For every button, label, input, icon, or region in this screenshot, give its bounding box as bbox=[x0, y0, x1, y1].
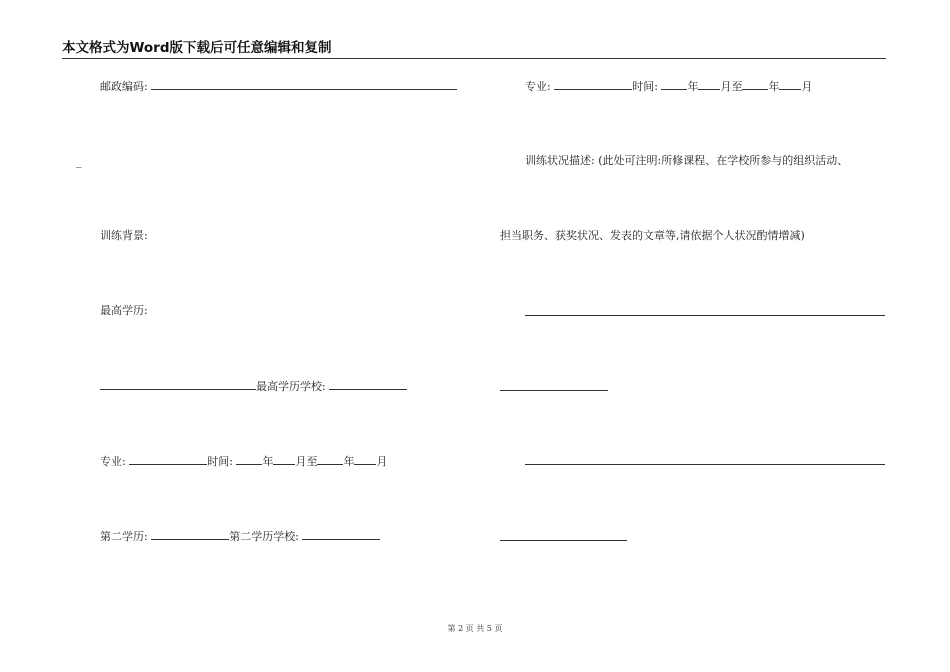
right-year-1: 年 bbox=[687, 80, 699, 93]
second-education-field[interactable] bbox=[151, 529, 229, 540]
left-end-year-field[interactable] bbox=[317, 454, 343, 465]
left-start-year-field[interactable] bbox=[236, 454, 262, 465]
right-month-2: 月 bbox=[801, 80, 813, 93]
description-line-3[interactable] bbox=[525, 464, 885, 465]
highest-school-row bbox=[100, 379, 407, 394]
right-end-month-field[interactable] bbox=[779, 79, 801, 90]
left-major-row bbox=[100, 454, 387, 469]
right-year-2: 年 bbox=[768, 80, 780, 93]
left-to: 至 bbox=[306, 455, 318, 468]
postal-code-row bbox=[100, 79, 457, 94]
left-year-2: 年 bbox=[343, 455, 355, 468]
right-end-year-field[interactable] bbox=[742, 79, 768, 90]
left-start-month-field[interactable] bbox=[273, 454, 295, 465]
training-description-label: 训练状况描述: bbox=[525, 154, 595, 167]
second-education-label: 第二学历: bbox=[100, 530, 148, 543]
second-school-field[interactable] bbox=[302, 529, 380, 540]
postal-code-label: 邮政编码: bbox=[100, 80, 148, 93]
left-major-field[interactable] bbox=[129, 454, 207, 465]
left-major-label: 专业: bbox=[100, 455, 126, 468]
postal-code-field[interactable] bbox=[151, 79, 457, 90]
page-header bbox=[62, 36, 886, 59]
highest-education-label: 最高学历: bbox=[100, 304, 148, 317]
left-month-2: 月 bbox=[376, 455, 388, 468]
header-title: 本文格式为Word版下载后可任意编辑和复制 bbox=[62, 40, 332, 56]
training-background-label: 训练背景: bbox=[100, 229, 148, 242]
stray-dash: _ bbox=[76, 155, 82, 168]
right-to: 至 bbox=[731, 80, 743, 93]
second-education-row bbox=[100, 529, 380, 544]
left-time-label: 时间: bbox=[207, 455, 233, 468]
description-line-1[interactable] bbox=[525, 315, 885, 316]
highest-school-field[interactable] bbox=[329, 379, 407, 390]
right-time-label: 时间: bbox=[632, 80, 658, 93]
left-year-1: 年 bbox=[262, 455, 274, 468]
training-description-note-2: 担当职务、获奖状况、发表的文章等,请依据个人状况酌情增减) bbox=[500, 229, 805, 242]
description-line-2[interactable] bbox=[500, 390, 608, 391]
highest-education-field[interactable] bbox=[100, 379, 256, 390]
left-end-month-field[interactable] bbox=[354, 454, 376, 465]
left-month-1: 月 bbox=[295, 455, 307, 468]
training-description-row bbox=[525, 154, 848, 168]
training-description-note-1: (此处可注明:所修课程、在学校所参与的组织活动、 bbox=[598, 154, 849, 167]
right-major-field[interactable] bbox=[554, 79, 632, 90]
second-school-label: 第二学历学校: bbox=[229, 530, 299, 543]
right-major-row bbox=[525, 79, 812, 94]
page-number: 第 2 页 共 5 页 bbox=[447, 624, 503, 633]
description-line-4[interactable] bbox=[500, 540, 627, 541]
right-start-year-field[interactable] bbox=[661, 79, 687, 90]
right-start-month-field[interactable] bbox=[698, 79, 720, 90]
highest-school-label: 最高学历学校: bbox=[256, 380, 326, 393]
right-major-label: 专业: bbox=[525, 80, 551, 93]
right-month-1: 月 bbox=[720, 80, 732, 93]
